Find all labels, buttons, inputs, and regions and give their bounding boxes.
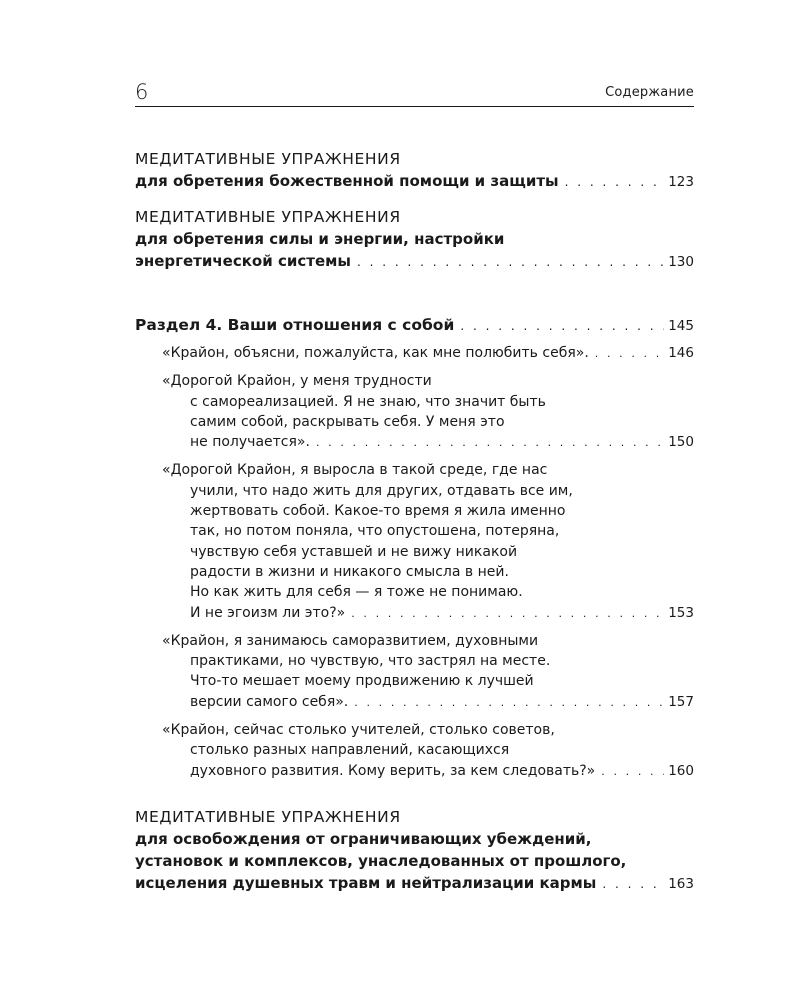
entry-text: Но как жить для себя — я тоже не понимаю. [190,584,523,601]
entry-text: для обретения силы и энергии, настройки [135,230,505,248]
entry-text: «Дорогой Крайон, я выросла в такой среде, где нас [162,462,548,479]
toc-meditation-3 [135,806,694,894]
page-ref: 145 [668,318,694,334]
entry-text: энергетической системы [135,252,351,270]
entry-text: И не эгоизм ли это?» [190,604,346,621]
table-of-contents [135,148,694,894]
page-ref: 157 [668,693,694,710]
toc-meditation-2 [135,206,694,272]
toc-entry[interactable] [135,460,694,623]
page-ref: 146 [668,345,694,361]
toc-entry[interactable] [135,631,694,713]
entry-text: учили, что надо жить для других, отдавать все им, [190,482,573,499]
entry-text: так, но потом поняла, что опустошена, потеряна, [190,523,560,540]
toc-entry-line[interactable] [135,872,694,894]
page-number: 6 [135,80,149,104]
dot-leader [460,315,664,337]
dot-leader [354,693,664,713]
entry-text: столько разных направлений, касающихся [190,742,510,759]
entry-text: чувствую себя уставшей и не вижу никакой [190,543,518,560]
entry-text: установок и комплексов, унаследованных от прошлого, [135,851,627,870]
entry-text: Что-то мешает моему продвижению к лучшей [190,673,534,690]
dot-leader [601,762,664,782]
toc-entry-line[interactable] [135,250,694,272]
entry-text: практиками, но чувствую, что застрял на месте. [190,653,551,670]
page-ref: 153 [668,604,694,621]
toc-entry-line[interactable] [135,170,694,192]
dot-leader [316,433,664,453]
dot-leader [565,171,665,193]
entry-text: «Крайон, я занимаюсь саморазвитием, духовными [162,632,539,649]
dot-leader [595,344,664,364]
toc-entry[interactable] [135,720,694,782]
section-heading[interactable] [135,314,694,337]
meditation-title: МЕДИТАТИВНЫЕ УПРАЖНЕНИЯ [135,807,401,826]
entry-text: для обретения божественной помощи и защиты [135,172,559,190]
entry-text: радости в жизни и никакого смысла в ней. [190,563,509,580]
entry-text: с самореализацией. Я не знаю, что значит быть [190,393,546,410]
section-title: Раздел 4. Ваши отношения с собой [135,316,455,334]
entry-text: для освобождения от ограничивающих убеждений, [135,829,592,848]
entry-text: «Крайон, объясни, пожалуйста, как мне полюбить себя». [162,345,589,361]
entry-text: «Дорогой Крайон, у меня трудности [162,373,432,390]
entry-text: самим собой, раскрывать себя. У меня это [190,413,505,430]
toc-meditation-1 [135,148,694,192]
toc-entry[interactable] [135,343,694,364]
page-ref: 163 [668,875,694,892]
page-ref: 160 [668,762,694,779]
running-head: Содержание [605,85,694,100]
meditation-title: МЕДИТАТИВНЫЕ УПРАЖНЕНИЯ [135,150,401,168]
entry-text: не получается». [190,434,310,451]
entry-text: «Крайон, сейчас столько учителей, столько советов, [162,722,555,739]
dot-leader [357,251,664,273]
entry-text: исцеления душевных травм и нейтрализации кармы [135,873,597,892]
dot-leader [351,604,664,624]
page-ref: 123 [668,174,694,190]
dot-leader [602,873,664,895]
entry-text: духовного развития. Кому верить, за кем следовать?» [190,762,596,779]
page-ref: 150 [668,434,694,451]
toc-section-4 [135,314,694,337]
page-header [135,78,694,107]
entry-text: жертвовать собой. Какое-то время я жила именно [190,503,566,520]
meditation-title: МЕДИТАТИВНЫЕ УПРАЖНЕНИЯ [135,208,401,226]
entry-text: версии самого себя». [190,693,349,710]
toc-entry[interactable] [135,371,694,453]
page-ref: 130 [668,254,694,270]
